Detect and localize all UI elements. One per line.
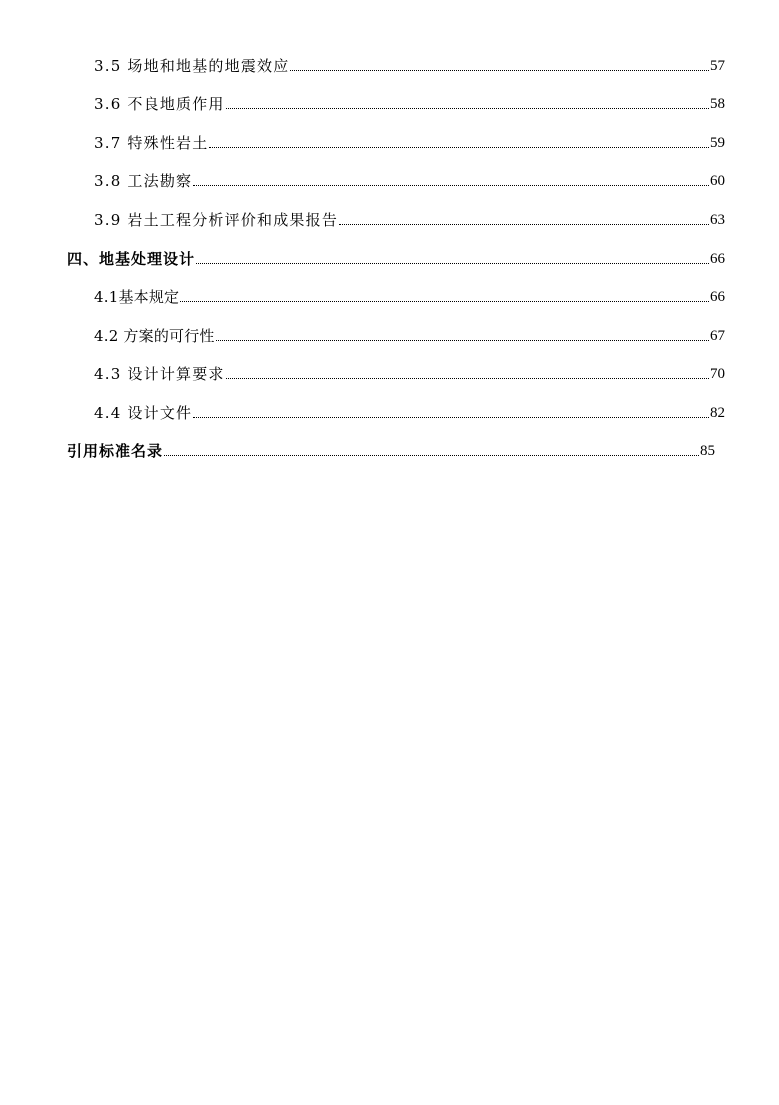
toc-references[interactable]: [67, 439, 715, 461]
toc-entry-page: 67: [710, 328, 725, 344]
toc-entry-title: 3.8 工法勘察: [94, 172, 193, 190]
toc-entry-title: 3.6 不良地质作用: [94, 95, 225, 113]
toc-chapter-title: 四、地基处理设计: [67, 250, 196, 268]
toc-entry-4-2[interactable]: [94, 324, 725, 346]
toc-dot-leader: [216, 339, 709, 341]
toc-dot-leader: [290, 69, 709, 71]
toc-entry-title: 3.7 特殊性岩土: [94, 134, 209, 152]
toc-entry-page: 57: [710, 58, 725, 74]
toc-entry-title: 4.3 设计计算要求: [94, 365, 225, 383]
toc-dot-leader: [193, 184, 709, 186]
toc-entry-title: 3.5 场地和地基的地震效应: [94, 57, 290, 75]
toc-entry-3-5[interactable]: [94, 54, 725, 76]
toc-entry-4-3[interactable]: [94, 362, 725, 384]
toc-entry-page: 66: [710, 251, 725, 267]
toc-entry-title: 3.9 岩土工程分析评价和成果报告: [94, 211, 339, 229]
toc-entry-page: 60: [710, 173, 725, 189]
toc-entry-page: 66: [710, 289, 725, 305]
toc-entry-page: 82: [710, 405, 725, 421]
toc-entry-page: 63: [710, 212, 725, 228]
toc-entry-4-4[interactable]: [94, 401, 725, 423]
toc-chapter-title: 引用标准名录: [67, 442, 164, 460]
toc-dot-leader: [209, 146, 709, 148]
toc-entry-page: 58: [710, 96, 725, 112]
toc-dot-leader: [226, 107, 709, 109]
toc-entry-4-1[interactable]: [94, 285, 725, 307]
toc-entry-page: 85: [700, 443, 715, 459]
toc-chapter-4[interactable]: [67, 247, 725, 269]
toc-entry-3-9[interactable]: [94, 208, 725, 230]
toc-entry-3-8[interactable]: [94, 169, 725, 191]
toc-entry-3-7[interactable]: [94, 131, 725, 153]
toc-dot-leader: [164, 454, 699, 456]
toc-entry-page: 59: [710, 135, 725, 151]
toc-dot-leader: [180, 300, 709, 302]
toc-entry-page: 70: [710, 366, 725, 382]
toc-entry-title: 4.1基本规定: [94, 288, 180, 306]
toc-entry-3-6[interactable]: [94, 92, 725, 114]
toc-dot-leader: [226, 377, 709, 379]
toc-entry-title: 4.4 设计文件: [94, 404, 193, 422]
toc-entry-title: 4.2 方案的可行性: [94, 327, 215, 345]
toc-dot-leader: [193, 416, 709, 418]
toc-dot-leader: [339, 223, 709, 225]
toc-dot-leader: [196, 262, 709, 264]
